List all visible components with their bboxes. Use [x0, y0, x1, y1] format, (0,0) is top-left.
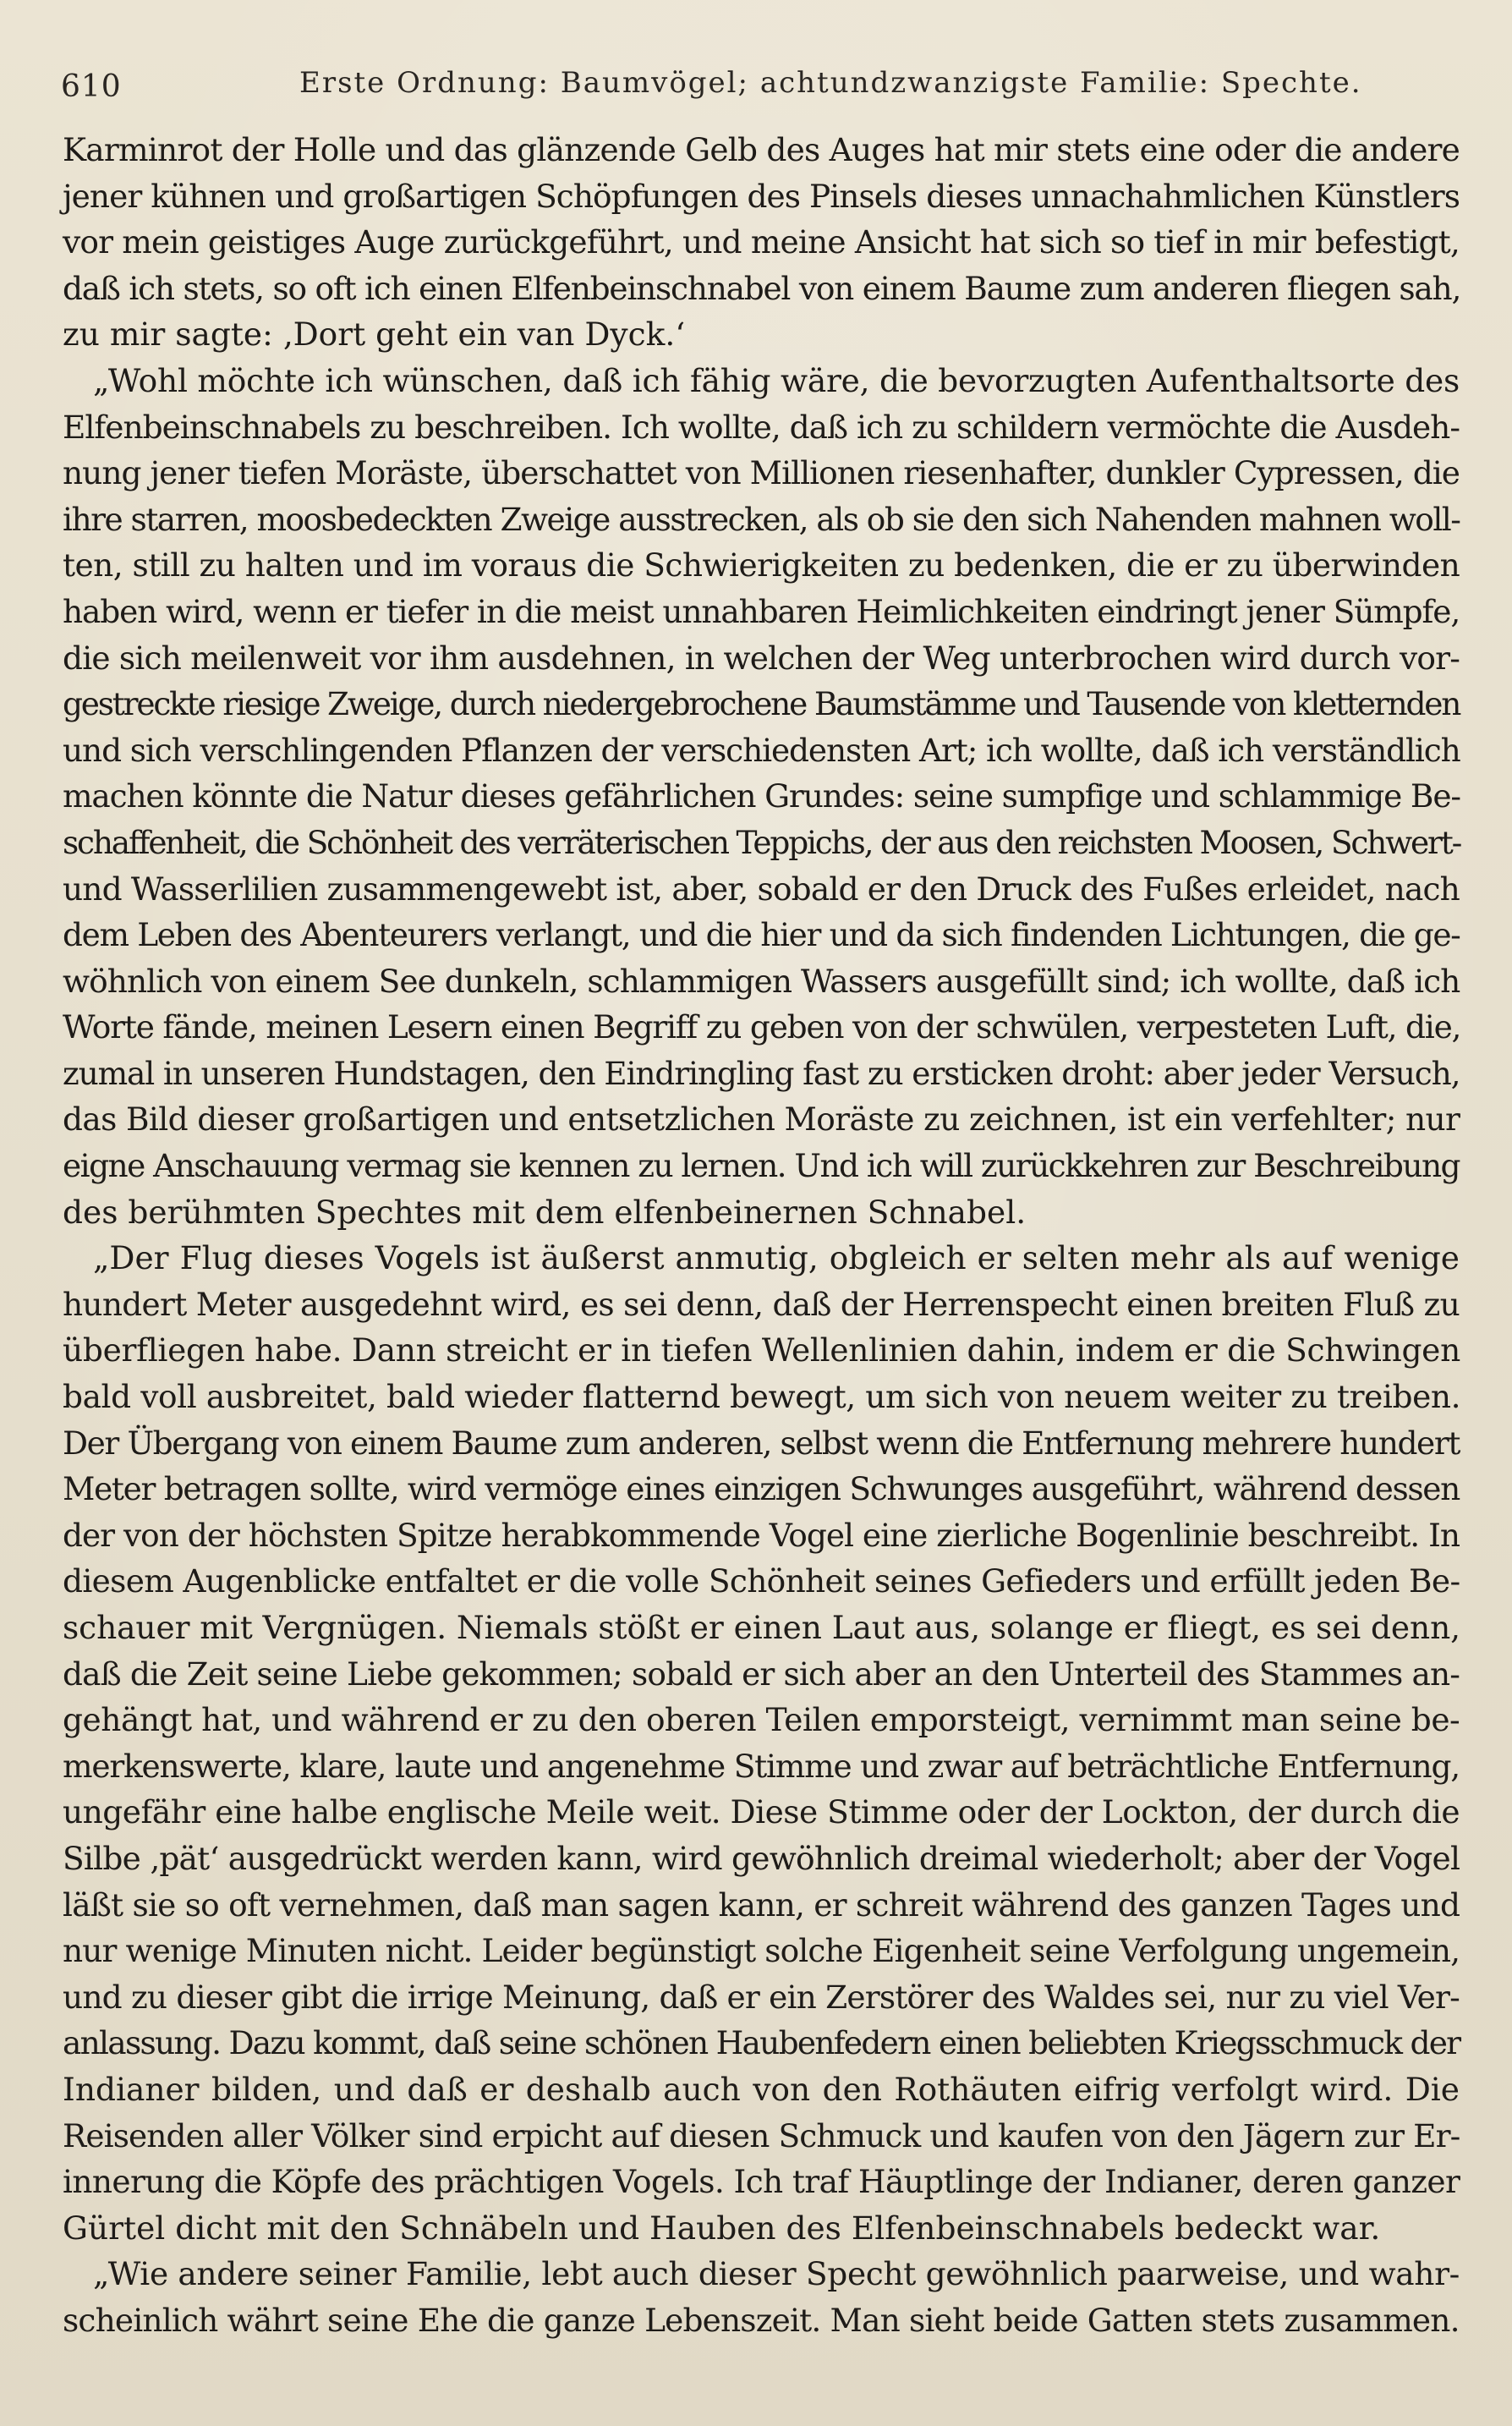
text-line: hundert Meter ausgedehnt wird, es sei denn, daß der Herrenspecht einen breiten Fluß zu [63, 1285, 1460, 1323]
paragraph [63, 2251, 1460, 2343]
text-line: und sich verschlingenden Pflanzen der verschiedensten Art; ich wollte, daß ich verständlich [63, 731, 1460, 769]
text-line: Karminrot der Holle und das glänzende Gelb des Auges hat mir stets eine oder die andere [63, 131, 1460, 168]
text-line: haben wird, wenn er tiefer in die meist unnahbaren Heimlichkeiten eindringt jener Sümpfe, [63, 592, 1460, 630]
text-line: schauer mit Vergnügen. Niemals stößt er einen Laut aus, solange er fliegt, es sei denn, [63, 1609, 1461, 1646]
body-text [63, 127, 1460, 2344]
text-line: zumal in unseren Hundstagen, den Eindringling fast zu ersticken droht: aber jeder Versuch, [63, 1054, 1460, 1092]
text-line: Indianer bilden, und daß er deshalb auch von den Rothäuten eifrig verfolgt wird. Die [63, 2070, 1460, 2108]
text-line: Der Übergang von einem Baume zum anderen, selbst wenn die Entfernung mehrere hundert [63, 1424, 1460, 1462]
text-line: „Wohl möchte ich wünschen, daß ich fähig wäre, die bevorzugten Aufenthaltsorte des [93, 361, 1460, 399]
text-line: „Der Flug dieses Vogels ist äußerst anmutig, obgleich er selten mehr als auf wenige [93, 1239, 1460, 1277]
text-line: daß die Zeit seine Liebe gekommen; sobald er sich aber an den Unterteil des Stammes an- [63, 1655, 1460, 1693]
text-line: machen könnte die Natur dieses gefährlichen Grundes: seine sumpfige und schlammige Be- [63, 777, 1460, 815]
text-line: läßt sie so oft vernehmen, daß man sagen kann, er schreit während des ganzen Tages und [63, 1885, 1460, 1924]
text-line: diesem Augenblicke entfaltet er die volle Schönheit seines Gefieders und erfüllt jeden Be- [63, 1562, 1460, 1600]
text-line: „Wie andere seiner Familie, lebt auch dieser Specht gewöhnlich paarweise, und wahr- [93, 2255, 1460, 2293]
text-line: zu mir sagte: ‚Dort geht ein van Dyck.‘ [63, 316, 686, 354]
text-line: und Wasserlilien zusammengewebt ist, aber, sobald er den Druck des Fußes erleidet, nach [63, 870, 1460, 908]
text-line: merkenswerte, klare, laute und angenehme Stimme und zwar auf beträchtliche Entfernung, [63, 1747, 1460, 1785]
text-line: ihre starren, moosbedeckten Zweige ausstrecken, als ob sie den sich Nahenden mahnen woll- [63, 500, 1460, 538]
text-line: scheinlich währt seine Ehe die ganze Lebenszeit. Man sieht beide Gatten stets zusammen. [63, 2301, 1460, 2339]
text-line: innerung die Köpfe des prächtigen Vogels. Ich traf Häuptlinge der Indianer, deren ganzer [63, 2163, 1460, 2201]
text-line: Reisenden aller Völker sind erpicht auf diesen Schmuck und kaufen von den Jägern zur Er- [63, 2116, 1460, 2154]
text-line: wöhnlich von einem See dunkeln, schlammigen Wassers ausgefüllt sind; ich wollte, daß ich [63, 962, 1460, 1000]
text-line: die sich meilenweit vor ihm ausdehnen, in welchen der Weg unterbrochen wird durch vor- [63, 639, 1460, 677]
text-line: bald voll ausbreitet, bald wieder flatternd bewegt, um sich von neuem weiter zu treiben. [63, 1378, 1461, 1416]
text-line: dem Leben des Abenteurers verlangt, und die hier und da sich findenden Lichtungen, die ge- [63, 916, 1460, 954]
text-line: Gürtel dicht mit den Schnäbeln und Hauben des Elfenbeinschnabels bedeckt war. [63, 2209, 1381, 2247]
text-line: der von der höchsten Spitze herabkommende Vogel eine zierliche Bogenlinie beschreibt. In [63, 1516, 1460, 1554]
paragraph [63, 358, 1460, 1235]
text-line: ungefähr eine halbe englische Meile weit. Diese Stimme oder der Lockton, der durch die [63, 1793, 1460, 1831]
text-line: nur wenige Minuten nicht. Leider begünstigt solche Eigenheit seine Verfolgung ungemein, [63, 1932, 1460, 1970]
text-line: schaffenheit, die Schönheit des verräterischen Teppichs, der aus den reichsten Moosen, Schwert- [63, 823, 1461, 861]
text-line: Elfenbeinschnabels zu beschreiben. Ich wollte, daß ich zu schildern vermöchte die Ausdeh- [63, 408, 1460, 446]
text-line: überfliegen habe. Dann streicht er in tiefen Wellenlinien dahin, indem er die Schwingen [63, 1331, 1460, 1369]
text-line: jener kühnen und großartigen Schöpfungen des Pinsels dieses unnachahmlichen Künstlers [63, 177, 1460, 215]
paragraph [63, 1235, 1460, 2251]
text-line: gehängt hat, und während er zu den oberen Teilen emporsteigt, vernimmt man seine be- [63, 1701, 1460, 1739]
text-line: nung jener tiefen Moräste, überschattet von Millionen riesenhafter, dunkler Cypressen, die [63, 454, 1460, 492]
text-line: vor mein geistiges Auge zurückgeführt, und meine Ansicht hat sich so tief in mir befestigt, [63, 223, 1460, 261]
text-line: ten, still zu halten und im voraus die Schwierigkeiten zu bedenken, die er zu überwinden [63, 546, 1460, 585]
paragraph [63, 127, 1460, 358]
text-line: und zu dieser gibt die irrige Meinung, daß er ein Zerstörer des Waldes sei, nur zu viel Ver- [63, 1978, 1460, 2016]
text-line: gestreckte riesige Zweige, durch niedergebrochene Baumstämme und Tausende von kletternden [63, 685, 1460, 723]
page-number: 610 [61, 69, 122, 104]
text-line: Meter betragen sollte, wird vermöge eines einzigen Schwunges ausgeführt, während dessen [63, 1470, 1460, 1508]
running-head: Erste Ordnung: Baumvögel; achtundzwanzigste Familie: Spechte. [299, 66, 1362, 100]
text-line: Worte fände, meinen Lesern einen Begriff zu geben von der schwülen, verpesteten Luft, die, [63, 1008, 1461, 1046]
text-line: Silbe ‚pät‘ ausgedrückt werden kann, wird gewöhnlich dreimal wiederholt; aber der Vogel [63, 1839, 1460, 1877]
page-header [61, 66, 1456, 108]
text-line: des berühmten Spechtes mit dem elfenbeinernen Schnabel. [63, 1193, 1027, 1231]
text-line: das Bild dieser großartigen und entsetzlichen Moräste zu zeichnen, ist ein verfehlter; nur [63, 1100, 1460, 1139]
text-line: daß ich stets, so oft ich einen Elfenbeinschnabel von einem Baume zum anderen fliegen sah, [63, 269, 1461, 307]
text-line: anlassung. Dazu kommt, daß seine schönen Haubenfedern einen beliebten Kriegsschmuck der [63, 2024, 1460, 2062]
text-line: eigne Anschauung vermag sie kennen zu lernen. Und ich will zurückkehren zur Beschreibung [63, 1147, 1460, 1185]
